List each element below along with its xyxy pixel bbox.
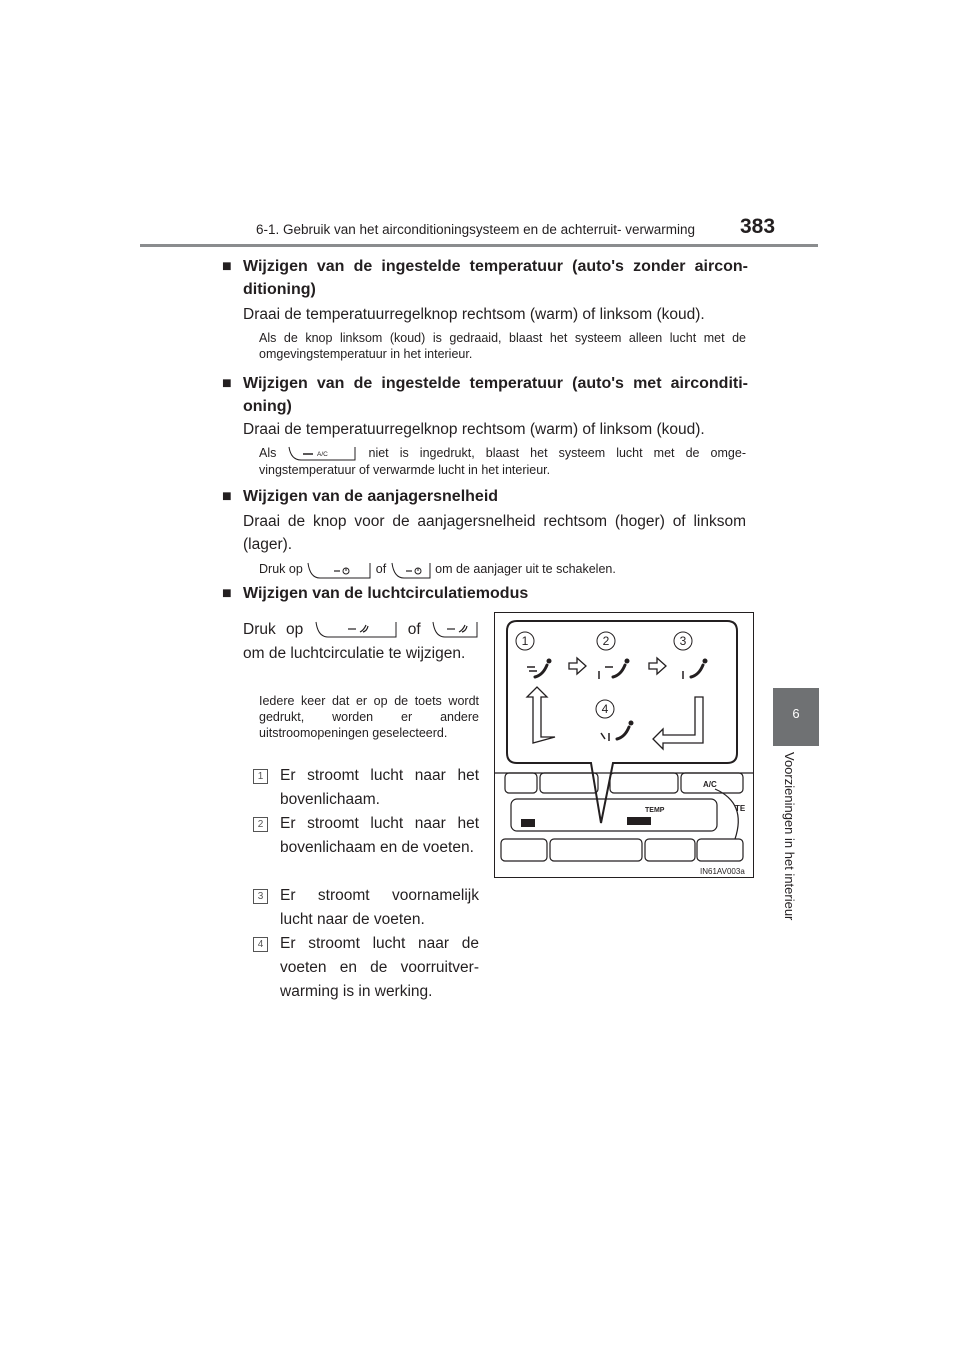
fan-off-icon [306, 562, 372, 578]
section-body: Draai de knop voor de aanjagersnelheid rechtsom (hoger) of linksom (lager). [243, 513, 746, 553]
section-note: Iedere keer dat er op de toets wordt gedrukt, worden er andere uitstroomopeningen geselecteerd. [259, 694, 479, 740]
airflow-mode-diagram [494, 612, 754, 878]
section-heading-temp-no-ac: ■ Wijzigen van de ingestelde temperatuur (auto's zonder airconditioning) [222, 255, 748, 301]
section-heading-airflow-mode: ■ Wijzigen van de luchtcirculatiemodus [222, 582, 748, 605]
fan-off-icon [390, 562, 432, 578]
callout-3: 3 [679, 634, 687, 648]
square-bullet-icon: ■ [222, 375, 232, 392]
section-heading-temp-ac: ■ Wijzigen van de ingestelde temperatuur (auto's met airconditioning) [222, 372, 748, 418]
svg-text:A/C: A/C [317, 450, 329, 458]
number-badge: 4 [253, 937, 268, 952]
airflow-mode-icon [431, 621, 479, 639]
callout-2: 2 [602, 634, 610, 648]
side-temp-label: TE [735, 804, 746, 813]
header-divider [140, 244, 818, 247]
callout-4: 4 [601, 702, 609, 716]
square-bullet-icon: ■ [222, 585, 232, 602]
section-body: Draai de temperatuurregelknop rechtsom (warm) of linksom (koud). [243, 421, 705, 438]
chapter-title: 6-1. Gebruik van het airconditioningsysteem en de achterruit- verwarming [256, 222, 695, 237]
image-code: IN61AV003a [700, 867, 745, 876]
list-item: 3 Er stroomt voornamelijk lucht naar de voeten. [253, 884, 479, 932]
airflow-mode-icon [314, 621, 398, 639]
chapter-tab-label: Voorzieningen in het interieur [782, 752, 797, 921]
ac-button-icon [287, 446, 357, 462]
section-note: Als de knop linksom (koud) is gedraaid, blaast het systeem alleen lucht met de omgevingstemperatuur in het interieur. [259, 331, 746, 361]
callout-1: 1 [521, 634, 529, 648]
temp-label: TEMP [645, 807, 665, 814]
ac-label: A/C [703, 780, 717, 789]
number-badge: 2 [253, 817, 268, 832]
section-note: Druk op of om de aanjager uit te schakelen. [259, 562, 616, 576]
list-item: 2 Er stroomt lucht naar het bovenlichaam en de voeten. [253, 812, 479, 860]
number-badge: 3 [253, 889, 268, 904]
chapter-tab[interactable]: 6 [773, 688, 819, 746]
list-item: 4 Er stroomt lucht naar de voeten en de voorruitverwarming is in werking. [253, 932, 479, 1004]
section-body: Draai de temperatuurregelknop rechtsom (warm) of linksom (koud). [243, 306, 705, 323]
section-body: Druk op of om de luchtcirculatie te wijzigen. [243, 618, 479, 666]
diagram-illustration [495, 613, 753, 877]
square-bullet-icon: ■ [222, 488, 232, 505]
section-note: Als A/C niet is ingedrukt, blaast het systeem lucht met de omgevingstemperatuur of verwarmde lucht in het interieur. [259, 446, 746, 477]
list-item: 1 Er stroomt lucht naar het bovenlichaam. [253, 764, 479, 812]
page-number: 383 [740, 215, 776, 238]
section-heading-fan-speed: ■ Wijzigen van de aanjagersnelheid [222, 485, 748, 508]
number-badge: 1 [253, 769, 268, 784]
square-bullet-icon: ■ [222, 258, 232, 275]
